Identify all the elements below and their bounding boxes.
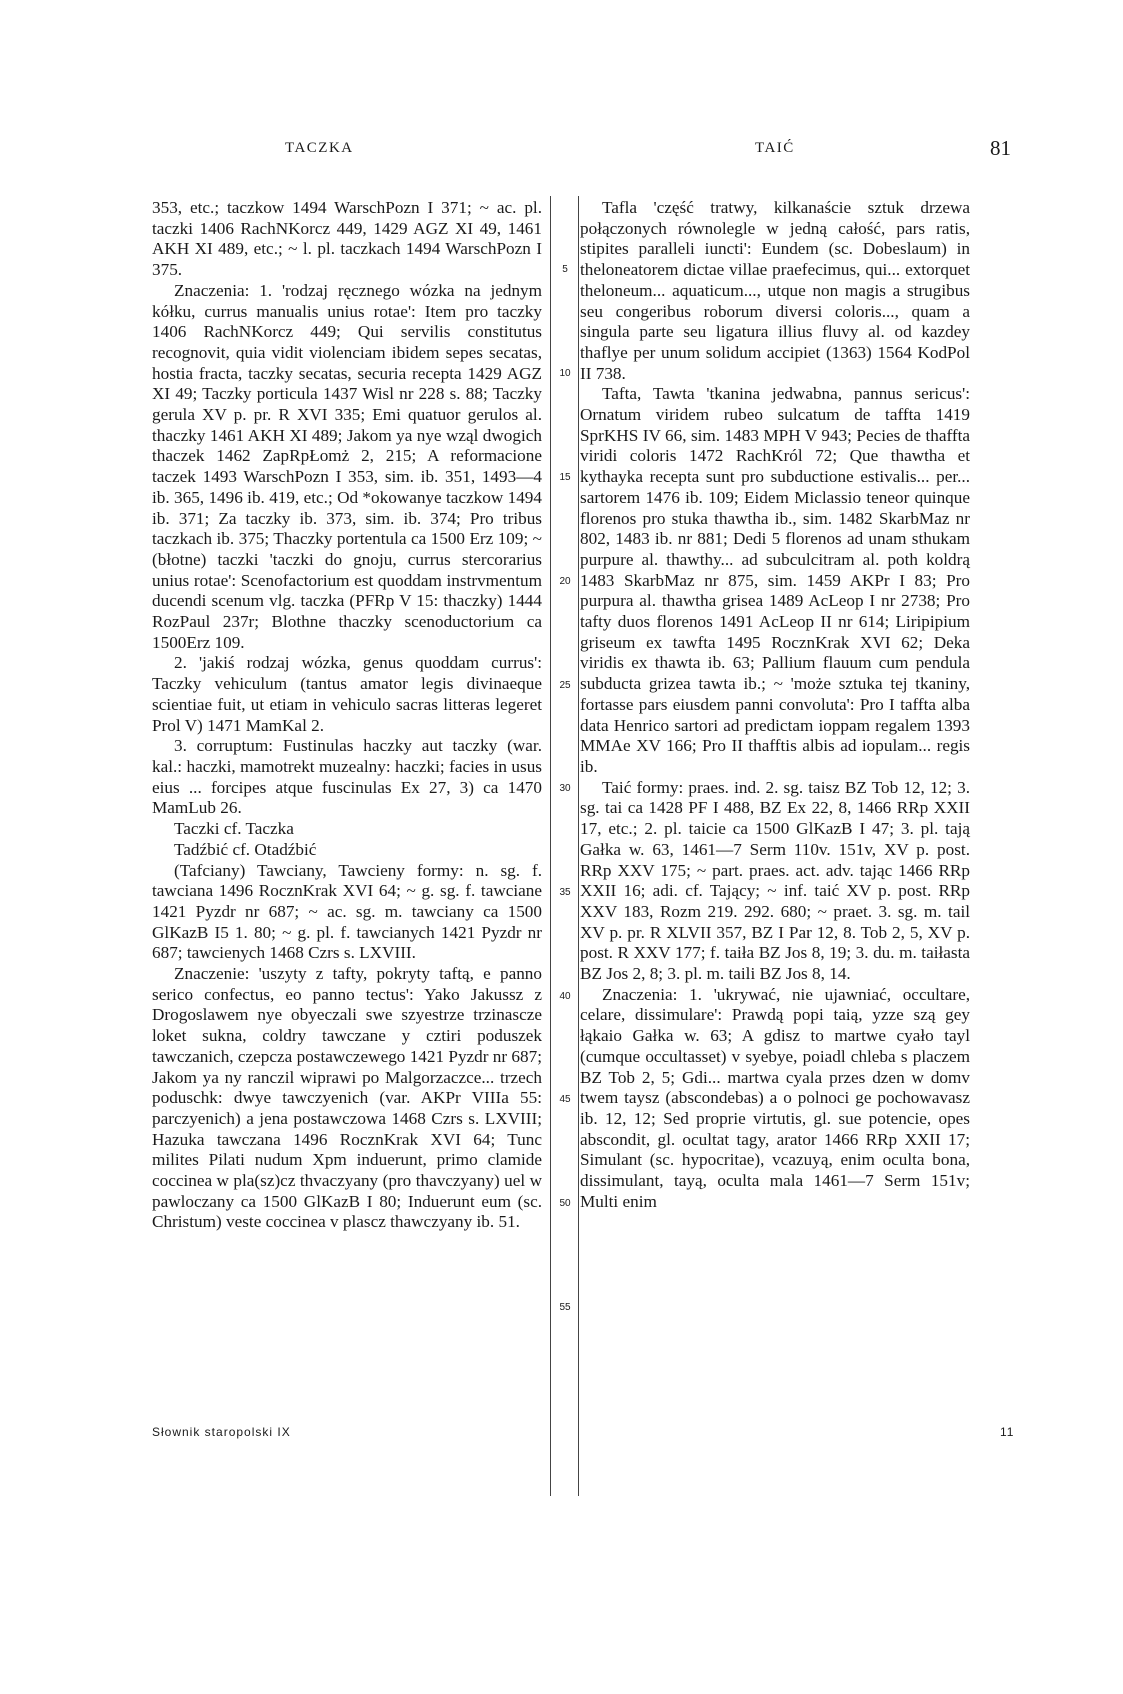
entry-paragraph: Tafta, Tawta 'tkanina jedwabna, pannus sericus': Ornatum viridem rubeo sulcatum de taffta 1419 SprKHS IV 66, sim. 1483 MPH V 943; Pecies de thaffta viridi coloris 1472 RachKról 72; Que thawtha et kythayka recepta sunt pro subductione estivalis... per... sartorem 1476 ib. 109; Eidem Miclassio teneor quinque florenos pro stuka thawtha ib., sim. 1482 SkarbMaz nr 802, 1483 ib. nr 881; Dedi 5 florenos ad unam sthukam purpure al. thawthy... ad subculcitram al. poth koldrą 1483 SkarbMaz nr 875, sim. 1459 AKPr I 83; Pro purpura al. thawtha grisea 1489 AcLeop I nr 2738; Pro tafty duos florenos 1491 AcLeop II nr 614; Liripipium griseum ex tawfta 1495 RocznKrak XVI 62; Deka viridis ex thawta ib. 63; Pallium flauum cum pendula subducta grizea tawta ib.; ~ 'może sztuka tej tkaniny, fortasse pars eiusdem panni convoluta': Pro I taffta alba data Henrico sartori ad predictam ioppam regalem 1393 MMAe XV 166; Pro II thafftis albis ad iopulam... regis ib. <box>580 384 970 776</box>
line-number: 20 <box>559 576 571 587</box>
column-rule-right <box>578 196 579 1496</box>
entry-paragraph: Znaczenia: 1. 'rodzaj ręcznego wózka na jednym kółku, currus manualis unius rotae': Item pro taczky 1406 RachNKorcz 449; Qui servilis constitutus recognovit, quia vidit violenciam ibidem sepes secatas, hostia fracta, taczky secatas, securia recepta 1429 AGZ XI 49; Taczky porticula 1437 Wisl nr 228 s. 88; Taczky gerula XV p. pr. R XVI 335; Emi quatuor gerulos al. thaczky 1461 AKH XI 489; Jakom ya nye wząl dwogich thaczek 1462 ZapRpŁomż 2, 215; A reformacione taczek 1493 WarschPozn I 353, sim. ib. 351, 1493—4 ib. 365, 1496 ib. 419, etc.; Od *okowanye taczkow 1494 ib. 371; Za taczky ib. 373, sim. ib. 374; Pro tribus taczkach ib. 375; Thaczky portentula ca 1500 Erz 109; ~ (błotne) taczki 'taczki do gnoju, currus stercorarius unius rotae': Scenofactorium est quoddam instrvmentum ducendi scenum vlg. taczka (PFRp V 15: thaczky) 1444 RozPaul 237r; Blothne thaczky scenoductorium ca 1500Erz 109. <box>152 280 542 652</box>
line-number: 50 <box>559 1198 571 1209</box>
entry-paragraph: 2. 'jakiś rodzaj wózka, genus quoddam currus': Taczky vehiculum (tantus amator legis divinaeque scientiae fuit, ut etiam in vehiculo sacras litteras legeret Prol V) 1471 MamKal 2. <box>152 653 542 735</box>
line-number: 15 <box>559 472 571 483</box>
page-number: 81 <box>990 136 1011 160</box>
running-head-left: TACZKA <box>285 140 354 156</box>
entry-paragraph: 353, etc.; taczkow 1494 WarschPozn I 371; ~ ac. pl. taczki 1406 RachNKorcz 449, 1429 AGZ XI 49, 1461 AKH XI 489, etc.; ~ l. pl. taczkach 1494 WarschPozn I 375. <box>152 198 542 280</box>
line-number: 45 <box>559 1094 571 1105</box>
line-number: 55 <box>559 1302 571 1313</box>
entry-paragraph: Tafla 'część tratwy, kilkanaście sztuk drzewa połączonych równolegle w jedną całość, pars ratis, stipites paralleli iuncti': Eundem (sc. Dobeslaum) in theloneatorem dictae villae praefecimus, qui... extorquet theloneum... aquaticum..., utque non magis a strugibus seu congeribus roborum diversi coloris..., quam a singula parte seu ligatura illius fluvy al. od kazdey thaflye per unum solidum accipiet (1363) 1564 KodPol II 738. <box>580 198 970 383</box>
entry-paragraph: Taić formy: praes. ind. 2. sg. taisz BZ Tob 12, 12; 3. sg. tai ca 1428 PF I 488, BZ Ex 22, 8, 1466 RRp XXII 17, etc.; 2. pl. taicie ca 1500 GlKazB I 47; 3. pl. tają Gałka w. 63, 1461—7 Serm 110v. 151v, XV p. post. RRp XXV 175; ~ part. praes. act. adv. tając 1466 RRp XXII 16; adi. cf. Tający; ~ inf. taić XV p. post. RRp XXV 183, Rozm 219. 292. 680; ~ praet. 3. sg. m. tail XV p. pr. R XLVII 357, BZ I Par 12, 8. Tob 2, 5, XV p. post. R XXV 177; f. taiła BZ Jos 8, 19; 3. du. m. taiłasta BZ Jos 2, 8; 3. pl. m. taili BZ Jos 8, 14. <box>580 777 970 984</box>
entry-paragraph: (Tafciany) Tawciany, Tawcieny formy: n. sg. f. tawciana 1496 RocznKrak XVI 64; ~ g. sg. f. tawciane 1421 Pyzdr nr 687; ~ ac. sg. m. tawciany ca 1500 GlKazB I5 1. 80; ~ g. pl. f. tawcianych 1421 Pyzdr nr 687; tawcienych 1468 Czrs s. LXVIII. <box>152 860 542 963</box>
entry-paragraph: 3. corruptum: Fustinulas haczky aut taczky (war. kal.: haczki, mamotrekt muzealny: haczki; facies in usus eius ... forcipes atque fuscinulas Ex 27, 3) ca 1470 MamLub 26. <box>152 736 542 818</box>
right-column <box>580 198 970 1212</box>
line-number: 25 <box>559 680 571 691</box>
line-number: 40 <box>559 991 571 1002</box>
column-rule-left <box>550 196 551 1496</box>
line-number: 5 <box>562 264 568 275</box>
line-number: 35 <box>559 887 571 898</box>
running-head-center: TAIĆ <box>755 140 795 156</box>
line-number: 30 <box>559 783 571 794</box>
line-number: 10 <box>559 368 571 379</box>
signature-mark: 11 <box>1000 1425 1015 1439</box>
footer-title: Słownik staropolski IX <box>152 1425 291 1439</box>
entry-paragraph: Taczki cf. Taczka <box>174 819 294 839</box>
entry-paragraph: Znaczenia: 1. 'ukrywać, nie ujawniać, occultare, celare, dissimulare': Prawdą popi taią, yzze szą gey łąkaio Gałka w. 63; A gdisz to martwe cyało tayl (cumque occultasset) v syebye, poiadl chleba s placzem BZ Tob 2, 5; Gdi... martwa cyala przes dzen w domv twem taysz (abscondebas) a o polnoci ge pochowavasz ib. 12, 12; Sed proprie virtutis, gl. sue potencie, opes abscondit, gl. ocultat tagy, arator 1466 RRp XXII 17; Simulant (sc. hypocritae), vcazuyą, enim oculta bona, dissimulant, tayą, oculta mala 1461—7 Serm 151v; Multi enim <box>580 984 970 1211</box>
left-column <box>152 198 542 1233</box>
entry-paragraph: Tadźbić cf. Otadźbić <box>174 839 317 859</box>
entry-paragraph: Znaczenie: 'uszyty z tafty, pokryty taftą, e panno serico confectus, eo panno tectus': Yako Jakussz z Drogoslawem nye obyeczali swe szyestrze trzinascze loket sukna, coldry tawczane y cztiri poduszek tawczanich, czepcza postawczewego 1421 Pyzdr nr 687; Jakom ya ny ranczil wiprawi po Malgorzaczce... trzech poduschk: dwye tawczyenich (var. AKPr VIIIa 55: parczyenich) a jena postawczowa 1468 Czrs s. LXVIII; Hazuka tawczana 1496 RocznKrak XVI 64; Tunc milites Pilati nudum Xpm induerunt, primo clamide coccinea w pla(sz)cz thvaczyany (pro thavczyany) uel w pawloczany ca 1500 GlKazB I 80; Induerunt eum (sc. Christum) veste coccinea v plascz thawczyany ib. 51. <box>152 964 542 1232</box>
